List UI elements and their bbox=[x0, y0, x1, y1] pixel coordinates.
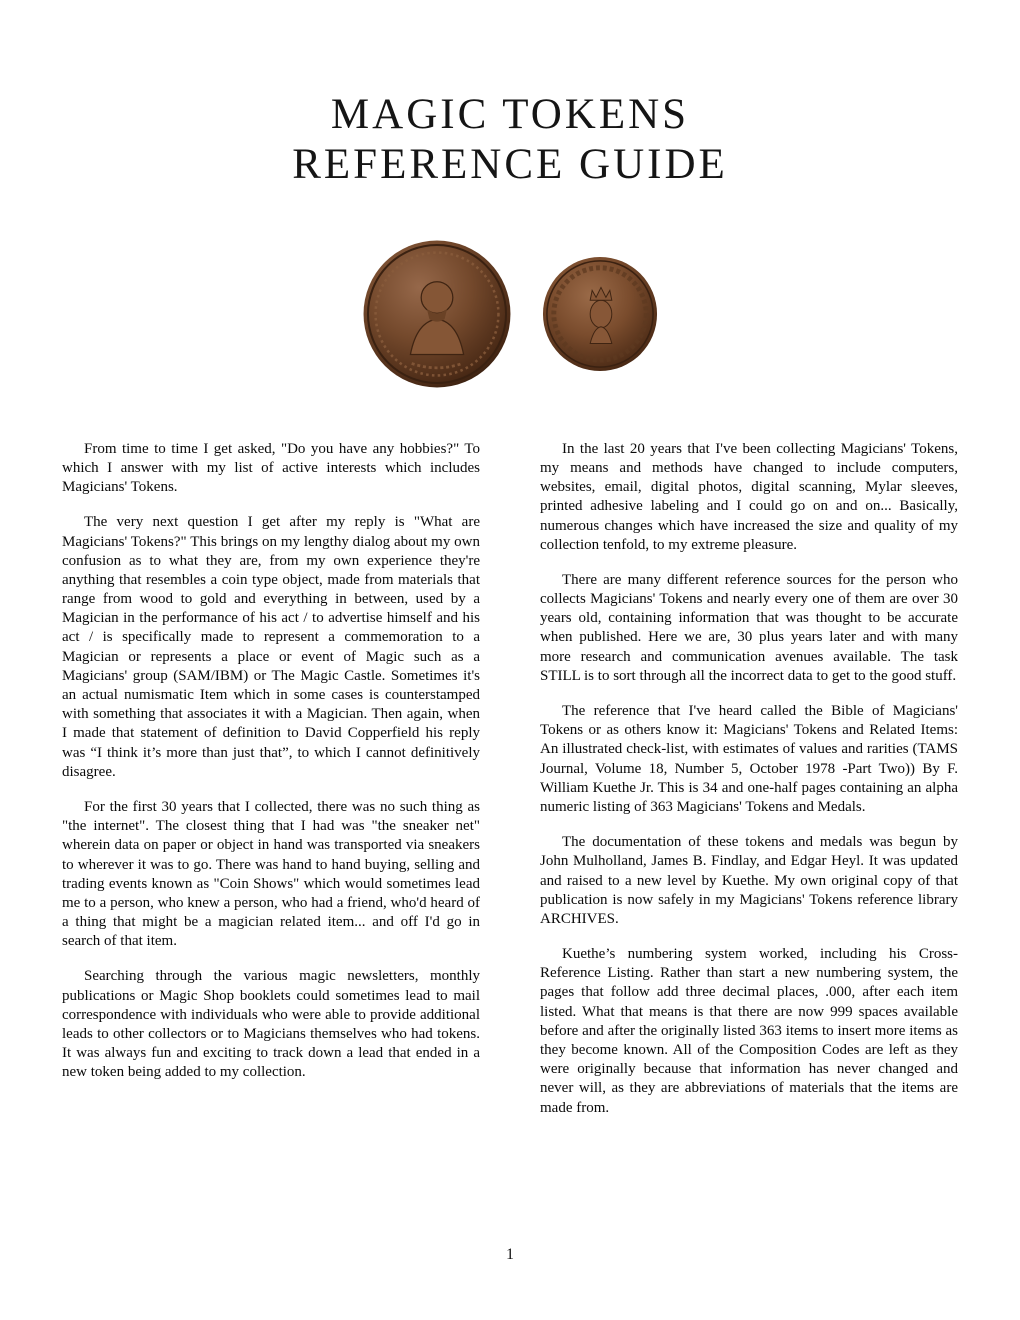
title-line-2: REFERENCE GUIDE bbox=[292, 140, 728, 188]
title-line-1: MAGIC TOKENS bbox=[330, 91, 690, 138]
coin-reverse-image bbox=[541, 255, 659, 373]
paragraph-left-4: Searching through the various magic newsletters, monthly publications or Magic Shop booklets could sometimes lead to mail correspondence with individuals who were able to provide additional leads to other collectors or to Magicians themselves who had tokens. It was always fun and exciting to track down a lead that ended in a new token being added to my collection. bbox=[62, 968, 480, 1081]
paragraph-right-2: There are many different reference sources for the person who collects Magicians' Tokens and nearly every one of them are over 30 years old, containing information that was thought to be accurate when published. Here we are, 30 plus years later and with many more research and communication avenues available. The task STILL is to sort through all the incorrect data to get to the good stuff. bbox=[540, 571, 958, 684]
paragraph-right-4: The documentation of these tokens and medals was begun by John Mulholland, James B. Findlay, and Edgar Heyl. It was updated and raised to a new level by Kuethe. My own original copy of that publication is now safely in my Magicians' Tokens reference library ARCHIVES. bbox=[540, 834, 958, 927]
paragraph-right-3: The reference that I've heard called the Bible of Magicians' Tokens or as others know it: Magicians' Tokens and Related Items: An illustrated check-list, with estimates of values and rarities (TAMS Journal, Volume 18, Number 5, October 1978 -Part Two)) By F. William Kuethe Jr. This is 34 and one-half pages containing an alpha numeric listing of 363 Magicians' Tokens and Medals. bbox=[540, 703, 958, 815]
page-footer bbox=[0, 1246, 1020, 1264]
paragraph-left-3: For the first 30 years that I collected, there was no such thing as "the internet". The closest thing that I had was "the sneaker net" wherein data on paper or object in hand was transported via sneakers to wherever it was to go. There was hand to hand buying, selling and trading events known as "Coin Shows" which would sometimes lead me to a person, who knew a person, who had a friend, who'd heard of a thing that might be a magician related item... and off I'd go in search of that item. bbox=[62, 798, 480, 950]
paragraph-left-2: The very next question I get after my reply is "What are Magicians' Tokens?" This brings on my lengthy dialog about my own confusion as to what they are, from my own experience they're anything that resembles a coin type object, made from materials that range from wood to gold and everything in between, used by a Magician in the performance of his act / to advertise himself and his act / is specifically made to represent a commemoration to a Magician or represents a place or event of Magic such as a Magicians' group (SAM/IBM) or The Magic Castle. Sometimes it's an actual numismatic Item which in some cases is counterstamped with something that associates it with a Magician. Then again, when I made that statement of definition to David Copperfield his reply was “I think it’s more than just that”, to which I cannot definitively disagree. bbox=[62, 514, 480, 780]
page-number: 1 bbox=[506, 1246, 514, 1263]
coin-photos bbox=[0, 228, 1020, 400]
coin-obverse-image bbox=[361, 238, 513, 390]
document-title bbox=[0, 0, 1020, 190]
paragraph-right-5: Kuethe’s numbering system worked, including his Cross-Reference Listing. Rather than start a new numbering system, the pages that follow add three decimal places, .000, after each item listed. What that means is that there are now 999 spaces available before and after the originally listed 363 items to insert more items as they become known. All of the Composition Codes are left as they were originally because that information has never changed and never will, as they are abbreviations of materials that the items are made from. bbox=[540, 946, 958, 1116]
paragraph-left-1: From time to time I get asked, "Do you have any hobbies?" To which I answer with my list of active interests which includes Magicians' Tokens. bbox=[62, 440, 480, 496]
paragraph-right-1: In the last 20 years that I've been collecting Magicians' Tokens, my means and methods have changed to include computers, websites, email, digital photos, digital scanning, Mylar sleeves, printed adhesive labeling and I could go on and on... Basically, numerous changes which have increased the size and quality of my collection tenfold, to my extreme pleasure. bbox=[540, 440, 958, 553]
text-columns bbox=[0, 440, 1020, 1134]
left-column bbox=[62, 440, 480, 1134]
right-column bbox=[540, 440, 958, 1134]
